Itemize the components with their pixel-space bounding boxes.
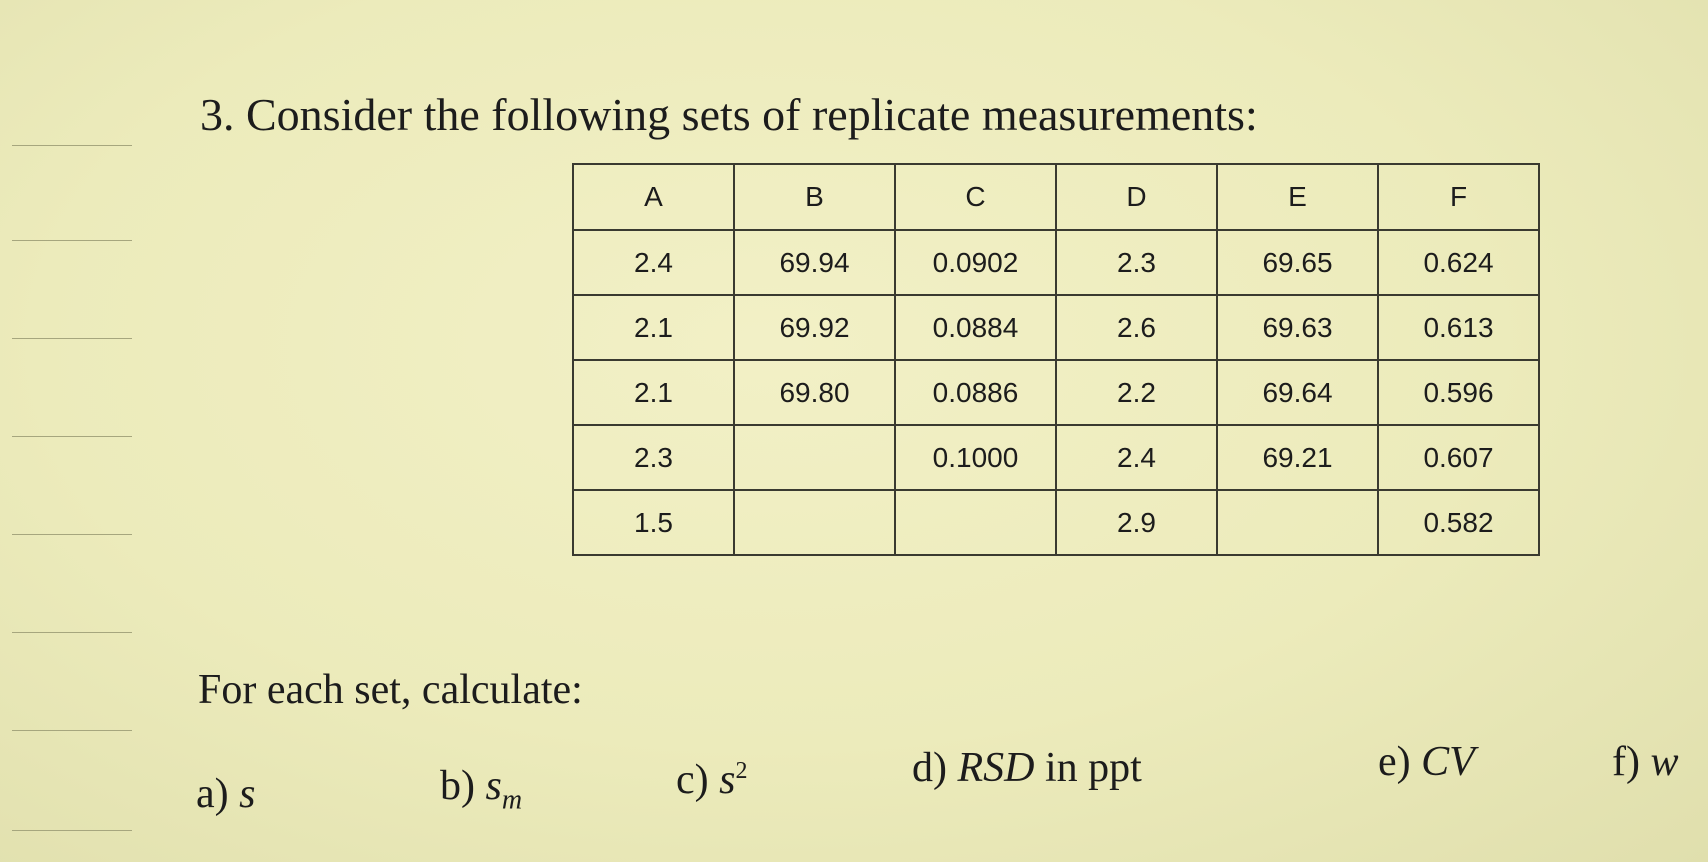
table-cell: 69.63 xyxy=(1217,295,1378,360)
measurements-table xyxy=(572,163,1540,556)
table-cell: 2.4 xyxy=(573,230,734,295)
item-symbol: RSD xyxy=(957,745,1035,791)
header-cell: F xyxy=(1378,164,1539,230)
margin-rule xyxy=(12,632,132,633)
table-cell: 69.94 xyxy=(734,230,895,295)
question-heading xyxy=(200,88,1258,141)
item-symbol: s xyxy=(719,757,736,803)
table-cell: 69.65 xyxy=(1217,230,1378,295)
table-cell: 2.9 xyxy=(1056,490,1217,555)
item-symbol: s xyxy=(239,771,256,817)
table-cell: 1.5 xyxy=(573,490,734,555)
table-header-row xyxy=(573,164,1539,230)
item-label: d) xyxy=(912,745,947,791)
item-symbol: CV xyxy=(1421,739,1475,785)
item-label: b) xyxy=(440,763,475,809)
table-cell: 0.607 xyxy=(1378,425,1539,490)
item-label: f) xyxy=(1612,739,1640,785)
header-cell: D xyxy=(1056,164,1217,230)
table-row xyxy=(573,295,1539,360)
header-cell: A xyxy=(573,164,734,230)
table-cell xyxy=(895,490,1056,555)
margin-rule xyxy=(12,436,132,437)
item-subscript: m xyxy=(501,784,523,816)
item-symbol: s xyxy=(485,763,502,809)
margin-rule xyxy=(12,338,132,339)
item-f xyxy=(1612,738,1679,786)
table-cell: 0.613 xyxy=(1378,295,1539,360)
table-cell: 2.1 xyxy=(573,360,734,425)
table-cell: 2.3 xyxy=(573,425,734,490)
item-label: a) xyxy=(196,771,229,817)
item-c xyxy=(676,756,748,804)
item-label: c) xyxy=(676,757,709,803)
table-cell: 0.596 xyxy=(1378,360,1539,425)
table-cell: 0.1000 xyxy=(895,425,1056,490)
table-cell: 69.92 xyxy=(734,295,895,360)
table-cell: 69.80 xyxy=(734,360,895,425)
table-cell: 2.1 xyxy=(573,295,734,360)
header-cell: B xyxy=(734,164,895,230)
table-cell: 69.21 xyxy=(1217,425,1378,490)
table-cell xyxy=(734,490,895,555)
table-cell: 0.0902 xyxy=(895,230,1056,295)
table-cell: 69.64 xyxy=(1217,360,1378,425)
table-cell xyxy=(1217,490,1378,555)
calculate-prompt: For each set, calculate: xyxy=(198,667,583,713)
table-cell: 2.6 xyxy=(1056,295,1217,360)
question-number: 3. xyxy=(200,89,235,140)
item-a xyxy=(196,770,256,818)
table-cell: 2.4 xyxy=(1056,425,1217,490)
margin-rule xyxy=(12,240,132,241)
table-row xyxy=(573,425,1539,490)
table-cell: 2.2 xyxy=(1056,360,1217,425)
table-cell: 0.0886 xyxy=(895,360,1056,425)
margin-rule xyxy=(12,830,132,831)
header-cell: C xyxy=(895,164,1056,230)
table-row xyxy=(573,230,1539,295)
item-d xyxy=(912,744,1142,792)
item-label: e) xyxy=(1378,739,1411,785)
margin-rule xyxy=(12,145,132,146)
table-cell xyxy=(734,425,895,490)
item-e xyxy=(1378,738,1475,786)
margin-rule xyxy=(12,534,132,535)
item-symbol: w xyxy=(1650,739,1679,785)
item-superscript: 2 xyxy=(735,758,748,784)
question-text: Consider the following sets of replicate measurements: xyxy=(246,89,1258,140)
table-cell: 2.3 xyxy=(1056,230,1217,295)
table-cell: 0.624 xyxy=(1378,230,1539,295)
table-cell: 0.582 xyxy=(1378,490,1539,555)
margin-rule xyxy=(12,730,132,731)
item-b xyxy=(440,762,522,816)
table-cell: 0.0884 xyxy=(895,295,1056,360)
header-cell: E xyxy=(1217,164,1378,230)
table-row xyxy=(573,490,1539,555)
table-row xyxy=(573,360,1539,425)
item-suffix: in ppt xyxy=(1045,745,1142,791)
